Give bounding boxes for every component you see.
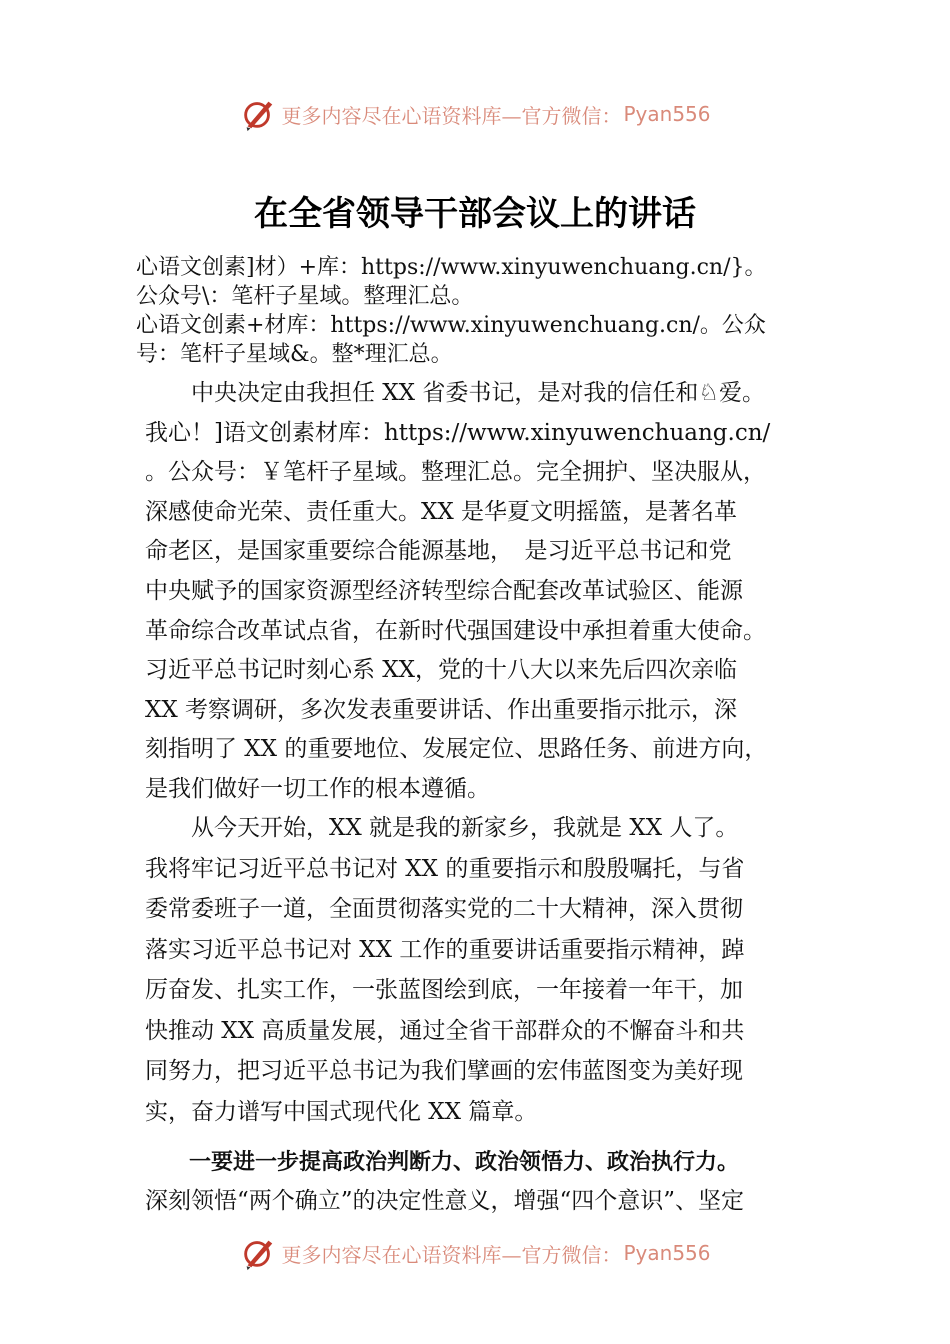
text-line: 命老区，是国家重要综合能源基地， 是习近平总书记和党	[145, 538, 732, 565]
text-line: 落实习近平总书记对 XX 工作的重要讲话重要指示精神，踔	[145, 936, 745, 963]
text-line: 刻指明了 XX 的重要地位、发展定位、思路任务、前进方向，	[145, 736, 768, 763]
section-heading: 一要进一步提高政治判断力、政治领悟力、政治执行力。	[145, 1150, 740, 1175]
text-line: 革命综合改革试点省，在新时代强国建设中承担着重大使命。	[145, 617, 766, 644]
text-line: 是我们做好一切工作的根本遵循。	[145, 775, 490, 802]
pen-logo-icon	[239, 1234, 277, 1272]
banner-wechat-id: Pyan556	[623, 102, 711, 126]
text-line: 深感使命光荣、责任重大。XX 是华夏文明摇篮，是著名革	[145, 498, 738, 525]
text-line: 同努力，把习近平总书记为我们擘画的宏伟蓝图变为美好现	[145, 1058, 743, 1084]
text-line: 中央赋予的国家资源型经济转型综合配套改革试验区、能源	[145, 577, 743, 604]
text-line: 。公众号：￥笔杆子星域。整理汇总。完全拥护、坚决服从，	[145, 459, 766, 486]
text-line: 习近平总书记时刻心系 XX，党的十八大以来先后四次亲临	[145, 657, 738, 684]
text-line: 深刻领悟“两个确立”的决定性意义，增强“四个意识”、坚定	[145, 1188, 745, 1214]
paragraph-2	[145, 808, 835, 1132]
source-note-line: 心语文创素+材库：https://www.xinyuwenchuang.cn/。公众	[136, 313, 766, 338]
banner-wechat-id: Pyan556	[623, 1241, 711, 1265]
source-note-line: 公众号\：笔杆子星域。整理汇总。	[136, 284, 474, 309]
source-note-block	[136, 253, 836, 369]
watermark-banner-bottom	[0, 1233, 950, 1273]
text-line: 委常委班子一道，全面贯彻落实党的二十大精神，深入贯彻	[145, 896, 743, 922]
text-line: XX 考察调研，多次发表重要讲话、作出重要指示批示，深	[145, 696, 738, 723]
paragraph-3	[145, 1143, 835, 1221]
source-note-line: 号：笔杆子星域&。整*理汇总。	[136, 342, 453, 367]
watermark-banner-top	[0, 94, 950, 134]
text-line: 中央决定由我担任 XX 省委书记，是对我的信任和♘爱。	[145, 380, 765, 406]
document-title: 在全省领导干部会议上的讲话	[254, 194, 696, 234]
text-line: 快推动 XX 高质量发展，通过全省干部群众的不懈奋斗和共	[145, 1017, 745, 1044]
text-line: 从今天开始，XX 就是我的新家乡，我就是 XX 人了。	[145, 815, 739, 841]
text-line: 厉奋发、扎实工作，一张蓝图绘到底，一年接着一年干，加	[145, 977, 743, 1003]
text-line: 实，奋力谱写中国式现代化 XX 篇章。	[145, 1098, 538, 1125]
text-line: 我将牢记习近平总书记对 XX 的重要指示和殷殷嘱托，与省	[145, 855, 745, 882]
source-note-line: 心语文创素]材）+库：https://www.xinyuwenchuang.cn/}。	[136, 255, 767, 280]
banner-text: 更多内容尽在心语资料库—官方微信：	[281, 103, 622, 128]
text-line: 我心！]语文创素材库：https://www.xinyuwenchuang.cn/	[145, 419, 771, 446]
pen-logo-icon	[239, 95, 277, 133]
banner-text: 更多内容尽在心语资料库—官方微信：	[281, 1242, 622, 1267]
paragraph-1	[145, 374, 835, 810]
